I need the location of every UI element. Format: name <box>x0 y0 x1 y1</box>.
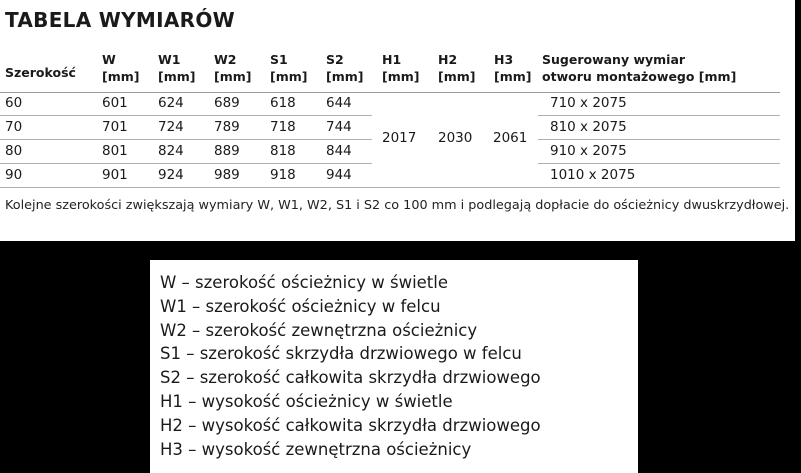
cell-h2: 2030 <box>438 130 473 146</box>
cell-w: 601 <box>102 95 128 111</box>
header-s2-unit: [mm] <box>326 69 364 84</box>
legend-item-h2: H2 – wysokość całkowita skrzydła drzwiowego <box>160 415 541 435</box>
cell-w: 901 <box>102 167 128 183</box>
table-row <box>0 92 780 116</box>
cell-otwor: 1010 x 2075 <box>550 167 636 183</box>
cell-w1: 724 <box>158 119 184 135</box>
header-h2 <box>438 51 475 85</box>
header-w1-unit: [mm] <box>158 69 196 84</box>
header-h3-label: H3 <box>494 52 514 67</box>
header-h1-label: H1 <box>382 52 402 67</box>
table-row <box>0 164 780 188</box>
cell-szerokosc: 80 <box>5 143 23 159</box>
header-otwor-unit: otworu montażowego [mm] <box>542 69 737 84</box>
legend-item-s1: S1 – szerokość skrzydła drzwiowego w felcu <box>160 344 522 364</box>
header-s1-unit: [mm] <box>270 69 308 84</box>
legend-item-s2: S2 – szerokość całkowita skrzydła drzwiowego <box>160 368 541 388</box>
header-h2-unit: [mm] <box>438 69 476 84</box>
legend-item-h3: H3 – wysokość zewnętrzna ościeżnicy <box>160 439 472 459</box>
cell-s1: 618 <box>270 95 296 111</box>
header-s2-label: S2 <box>326 52 344 67</box>
legend-item-w1: W1 – szerokość ościeżnicy w felcu <box>160 296 441 316</box>
header-otwor-label: Sugerowany wymiar <box>542 52 686 67</box>
cell-s1: 818 <box>270 143 296 159</box>
table-title: TABELA WYMIARÓW <box>5 8 235 32</box>
cell-w2: 889 <box>214 143 240 159</box>
table-header-row <box>0 48 780 93</box>
header-h3-unit: [mm] <box>494 69 532 84</box>
header-s2 <box>326 51 363 85</box>
header-otwor <box>542 51 736 85</box>
cell-h1: 2017 <box>382 130 417 146</box>
header-w2-unit: [mm] <box>214 69 252 84</box>
cell-s2: 644 <box>326 95 352 111</box>
cell-s2: 844 <box>326 143 352 159</box>
legend-item-h1: H1 – wysokość ościeżnicy w świetle <box>160 391 453 411</box>
header-szerokosc-label: Szerokość <box>5 65 76 80</box>
header-w-label: W <box>102 52 116 67</box>
cell-szerokosc: 60 <box>5 95 23 111</box>
cell-otwor: 910 x 2075 <box>550 143 627 159</box>
header-w2 <box>214 51 251 85</box>
header-w <box>102 51 139 85</box>
header-w-unit: [mm] <box>102 69 140 84</box>
cell-h3: 2061 <box>493 130 528 146</box>
cell-w1: 924 <box>158 167 184 183</box>
row-divider <box>0 187 780 188</box>
cell-otwor: 810 x 2075 <box>550 119 627 135</box>
header-s1-label: S1 <box>270 52 288 67</box>
header-w1 <box>158 51 195 85</box>
cell-s2: 944 <box>326 167 352 183</box>
cell-w2: 989 <box>214 167 240 183</box>
cell-w1: 824 <box>158 143 184 159</box>
header-w1-label: W1 <box>158 52 181 67</box>
cell-w2: 689 <box>214 95 240 111</box>
cell-szerokosc: 70 <box>5 119 23 135</box>
header-h1 <box>382 51 419 85</box>
header-s1 <box>270 51 307 85</box>
header-h2-label: H2 <box>438 52 458 67</box>
cell-w2: 789 <box>214 119 240 135</box>
legend-item-w2: W2 – szerokość zewnętrzna ościeżnicy <box>160 320 478 340</box>
legend-item-w: W – szerokość ościeżnicy w świetle <box>160 273 449 292</box>
table-note: Kolejne szerokości zwiększają wymiary W, W1, W2, S1 i S2 co 100 mm i podlegają dopłacie do ościeżnicy dwuskrzydłowej. <box>5 198 790 213</box>
cell-s2: 744 <box>326 119 352 135</box>
cell-s1: 918 <box>270 167 296 183</box>
cell-w: 701 <box>102 119 128 135</box>
legend-panel <box>150 260 638 473</box>
header-w2-label: W2 <box>214 52 237 67</box>
cell-otwor: 710 x 2075 <box>550 95 627 111</box>
header-h1-unit: [mm] <box>382 69 420 84</box>
legend-list <box>160 271 541 461</box>
cell-w1: 624 <box>158 95 184 111</box>
cell-s1: 718 <box>270 119 296 135</box>
cell-szerokosc: 90 <box>5 167 23 183</box>
cell-w: 801 <box>102 143 128 159</box>
header-h3 <box>494 51 531 85</box>
header-szerokosc <box>5 64 76 81</box>
